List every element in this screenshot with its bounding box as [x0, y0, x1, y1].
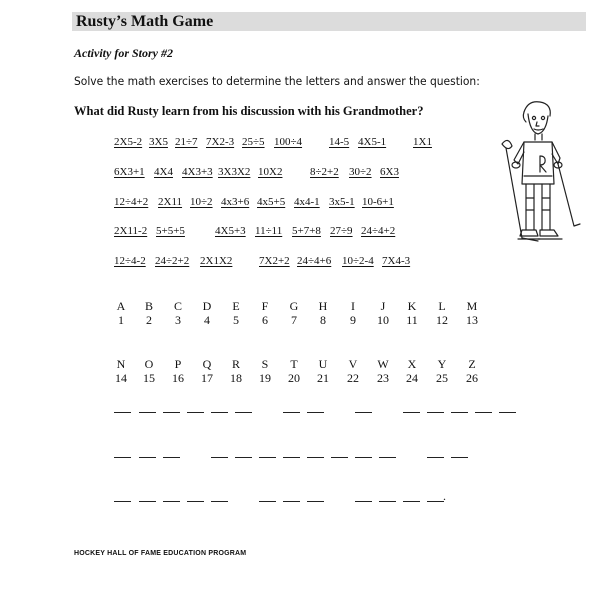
- answer-blank: [451, 412, 468, 413]
- letter-cell: D 4: [202, 299, 212, 327]
- letter-cell: I 9: [350, 299, 356, 327]
- answer-blank: [235, 412, 252, 413]
- title-bar: [72, 12, 586, 31]
- exercise: 4x3+6: [221, 196, 250, 208]
- answer-blank: [379, 501, 396, 502]
- letter-cell: P 16: [172, 357, 184, 385]
- exercise: 100÷4: [274, 136, 303, 148]
- letter-cell: Z 26: [466, 357, 478, 385]
- exercise: 24÷4+6: [297, 255, 332, 267]
- letter-cell: E 5: [232, 299, 240, 327]
- question-text: What did Rusty learn from his discussion with his Grandmother?: [74, 104, 424, 118]
- answer-blank: [114, 457, 131, 458]
- answer-blank: [139, 457, 156, 458]
- exercise: 14-5: [329, 136, 350, 148]
- answer-blank: [307, 457, 324, 458]
- letter-cell: J 10: [377, 299, 389, 327]
- letter-cell: T 20: [288, 357, 300, 385]
- exercise: 4X4: [154, 166, 173, 178]
- exercise: 12÷4-2: [114, 255, 146, 267]
- answer-blank: [139, 412, 156, 413]
- answer-blank: [283, 457, 300, 458]
- exercise: 10÷2-4: [342, 255, 374, 267]
- letter-cell: S 19: [259, 357, 271, 385]
- letter-cell: Y 25: [436, 357, 448, 385]
- answer-blank: [259, 501, 276, 502]
- letter-cell: U 21: [317, 357, 329, 385]
- letter-cell: O 15: [143, 357, 155, 385]
- answer-blank: [451, 457, 468, 458]
- answer-blank: [259, 457, 276, 458]
- exercise: 1X1: [413, 136, 432, 148]
- letter-cell: V 22: [347, 357, 359, 385]
- answer-blank: [211, 412, 228, 413]
- exercise: 3X5: [149, 136, 168, 148]
- exercise: 6X3: [380, 166, 399, 178]
- exercise: 7X2+2: [259, 255, 290, 267]
- exercise: 11÷11: [255, 225, 283, 237]
- exercise: 2X5-2: [114, 136, 143, 148]
- exercise: 4X5+3: [215, 225, 246, 237]
- page-title: Rusty’s Math Game: [76, 13, 214, 30]
- exercise: 2X1X2: [200, 255, 233, 267]
- exercise: 2X11-2: [114, 225, 148, 237]
- answer-blank: [283, 412, 300, 413]
- answer-blank: [475, 412, 492, 413]
- answer-blank: [114, 501, 131, 502]
- exercise: 5+7+8: [292, 225, 321, 237]
- letter-cell: C 3: [173, 299, 182, 327]
- exercise: 5+5+5: [156, 225, 185, 237]
- exercise: 27÷9: [330, 225, 353, 237]
- letter-cell: R 18: [230, 357, 242, 385]
- exercise: 2X11: [158, 196, 183, 208]
- answer-blank: [163, 412, 180, 413]
- letter-cell: K 11: [406, 299, 418, 327]
- answer-blank: [235, 457, 252, 458]
- letter-cell: Q 17: [201, 357, 213, 385]
- exercise: 3X3X2: [218, 166, 251, 178]
- answer-blank: [163, 457, 180, 458]
- answer-blank: [355, 501, 372, 502]
- letter-cell: A 1: [116, 299, 126, 327]
- exercise: 6X3+1: [114, 166, 145, 178]
- exercise: 10X2: [258, 166, 283, 178]
- letter-cell: L 12: [436, 299, 448, 327]
- letter-cell: H 8: [318, 299, 328, 327]
- answer-blank: [283, 501, 300, 502]
- answer-blank: [403, 412, 420, 413]
- answer-blank: [187, 412, 204, 413]
- answer-blank: [211, 501, 228, 502]
- answer-period: .: [443, 489, 446, 503]
- exercise: 25÷5: [242, 136, 265, 148]
- letter-cell: N 14: [115, 357, 127, 385]
- answer-blank: [427, 412, 444, 413]
- letter-cell: X 24: [406, 357, 418, 385]
- exercise: 24÷2+2: [155, 255, 190, 267]
- answer-blank: [379, 457, 396, 458]
- exercise: 4X3+3: [182, 166, 213, 178]
- answer-blank: [163, 501, 180, 502]
- answer-blank: [211, 457, 228, 458]
- letter-cell: G 7: [289, 299, 299, 327]
- letter-cell: M 13: [466, 299, 478, 327]
- activity-subtitle: Activity for Story #2: [74, 46, 173, 60]
- exercise: 4X5-1: [358, 136, 387, 148]
- answer-blank: [427, 457, 444, 458]
- footer-text: HOCKEY HALL OF FAME EDUCATION PROGRAM: [74, 550, 247, 557]
- letter-cell: F 6: [261, 299, 269, 327]
- exercise: 3x5-1: [329, 196, 355, 208]
- answer-blank: [307, 412, 324, 413]
- exercise: 7X2-3: [206, 136, 235, 148]
- answer-blank: [355, 412, 372, 413]
- instructions-text: Solve the math exercises to determine the letters and answer the question:: [74, 74, 480, 88]
- letter-cell: B 2: [144, 299, 153, 327]
- exercise: 10-6+1: [362, 196, 394, 208]
- answer-blank: [114, 412, 131, 413]
- exercise: 21÷7: [175, 136, 198, 148]
- answer-blank: [307, 501, 324, 502]
- exercise: 12÷4+2: [114, 196, 149, 208]
- hockey-player-drawing-icon: [488, 98, 584, 258]
- exercise: 4x4-1: [294, 196, 320, 208]
- exercise: 8÷2+2: [310, 166, 339, 178]
- exercise: 4x5+5: [257, 196, 286, 208]
- exercise: 24÷4+2: [361, 225, 396, 237]
- exercise: 10÷2: [190, 196, 213, 208]
- exercise: 7X4-3: [382, 255, 411, 267]
- answer-blank: [403, 501, 420, 502]
- exercise: 30÷2: [349, 166, 372, 178]
- letter-cell: W 23: [377, 357, 389, 385]
- answer-blank: [427, 501, 444, 502]
- answer-blank: [499, 412, 516, 413]
- answer-blank: [187, 501, 204, 502]
- answer-blank: [331, 457, 348, 458]
- answer-blank: [139, 501, 156, 502]
- answer-blank: [355, 457, 372, 458]
